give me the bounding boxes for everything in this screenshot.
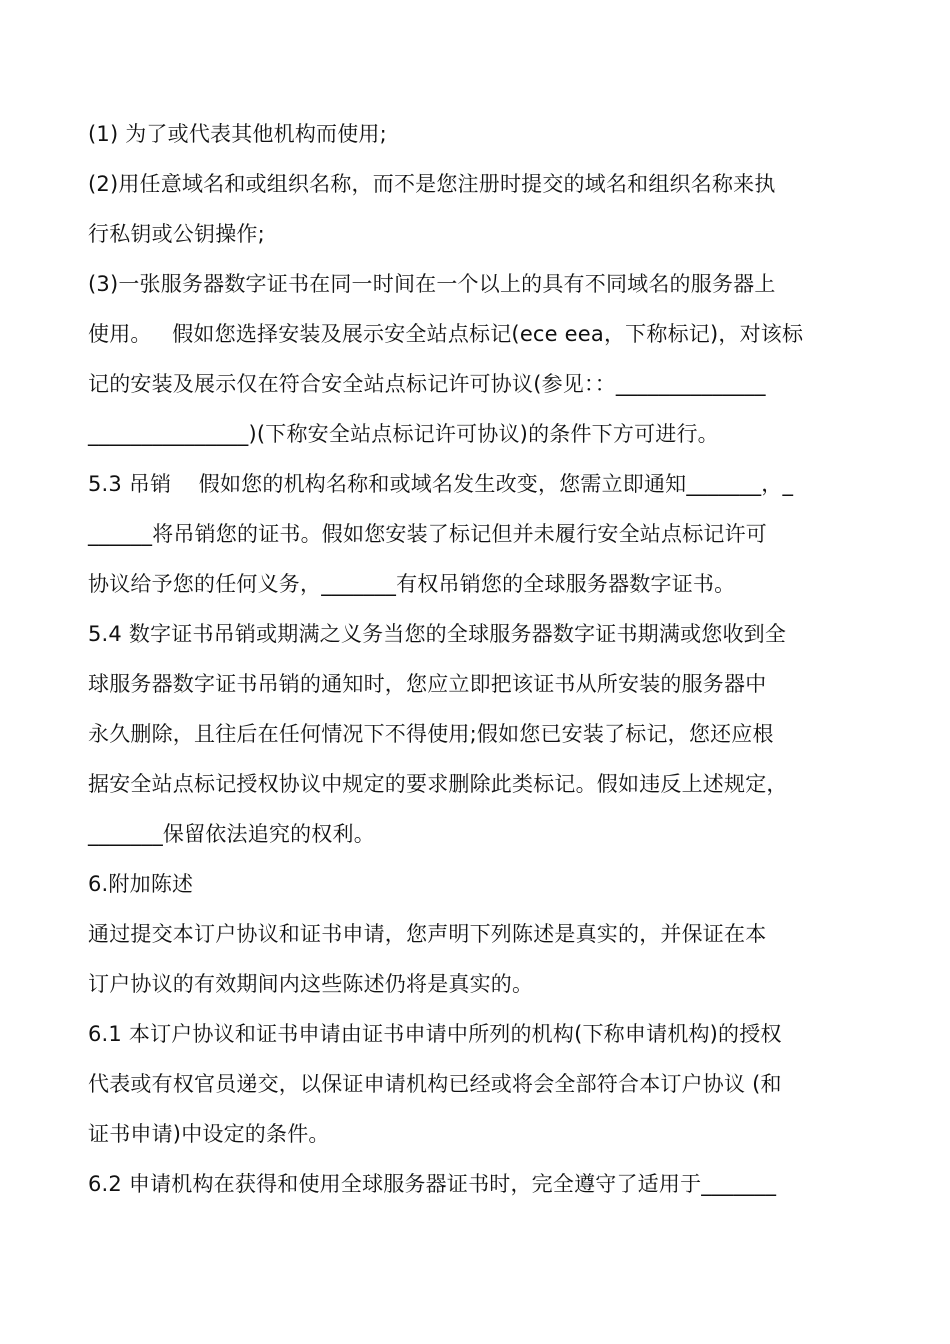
paragraph-line: 据安全站点标记授权协议中规定的要求删除此类标记。假如违反上述规定， (88, 772, 788, 796)
paragraph-line: 使用。 假如您选择安装及展示安全站点标记(ece eea，下称标记)，对该标 (88, 322, 804, 346)
paragraph-line: 永久删除，且往后在任何情况下不得使用;假如您已安装了标记，您还应根 (88, 722, 774, 746)
section-heading-6-1: 6.1 本订户协议和证书申请由证书申请中所列的机构(下称申请机构)的授权 (88, 1022, 782, 1046)
section-heading-5-3: 5.3 吊销 假如您的机构名称和或域名发生改变，您需立即通知_______，_ (88, 472, 794, 496)
paragraph-line: 订户协议的有效期间内这些陈述仍将是真实的。 (88, 972, 534, 996)
paragraph-line: 协议给予您的任何义务，_______有权吊销您的全球服务器数字证书。 (88, 572, 736, 596)
section-heading-6: 6.附加陈述 (88, 872, 194, 896)
section-heading-5-4: 5.4 数字证书吊销或期满之义务当您的全球服务器数字证书期满或您收到全 (88, 622, 787, 646)
paragraph-line: 代表或有权官员递交，以保证申请机构已经或将会全部符合本订户协议 (和 (88, 1072, 782, 1096)
paragraph-line: _______保留依法追究的权利。 (88, 822, 375, 846)
paragraph-line: 通过提交本订户协议和证书申请，您声明下列陈述是真实的，并保证在本 (88, 922, 767, 946)
paragraph-line: (2)用任意域名和或组织名称，而不是您注册时提交的域名和组织名称来执 (88, 172, 776, 196)
paragraph-line: 证书申请)中设定的条件。 (88, 1122, 330, 1146)
paragraph-line: 行私钥或公钥操作; (88, 222, 265, 246)
paragraph-line: 球服务器数字证书吊销的通知时，您应立即把该证书从所安装的服务器中 (88, 672, 767, 696)
paragraph-line: (1) 为了或代表其他机构而使用; (88, 122, 387, 146)
paragraph-line: ______将吊销您的证书。假如您安装了标记但并未履行安全站点标记许可 (88, 522, 767, 546)
section-heading-6-2: 6.2 申请机构在获得和使用全球服务器证书时，完全遵守了适用于_______ (88, 1172, 777, 1196)
paragraph-line: (3)一张服务器数字证书在同一时间在一个以上的具有不同域名的服务器上 (88, 272, 776, 296)
paragraph-line: 记的安装及展示仅在符合安全站点标记许可协议(参见：：______________ (88, 372, 766, 396)
paragraph-line: _______________)(下称安全站点标记许可协议)的条件下方可进行。 (88, 422, 719, 446)
